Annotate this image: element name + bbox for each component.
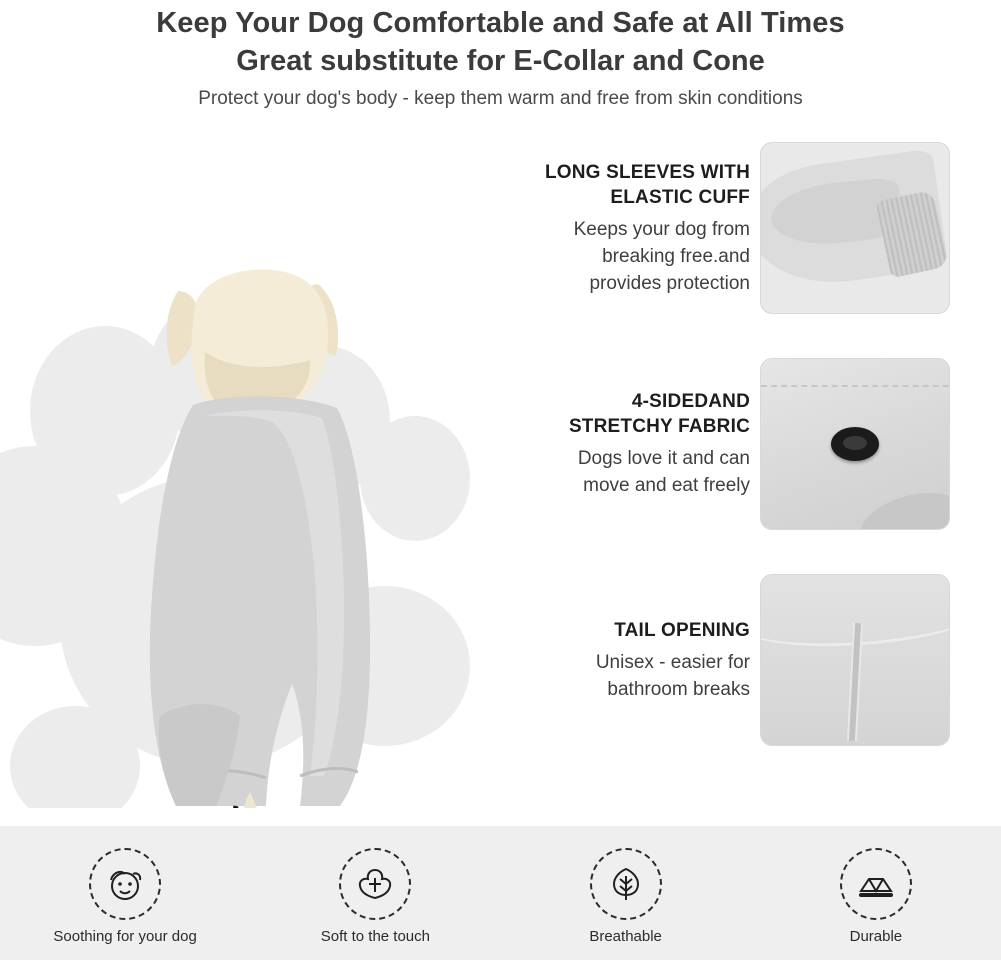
feature-desc-line2: bathroom breaks: [607, 678, 750, 700]
badge-circle: [590, 848, 662, 920]
badge-circle: [89, 848, 161, 920]
badge-label: Soft to the touch: [320, 927, 430, 945]
badge-circle: [840, 848, 912, 920]
headline-secondary: Great substitute for E-Collar and Cone: [236, 45, 765, 77]
diamond-durable-icon: [853, 861, 899, 907]
snap-button-icon: [831, 427, 879, 461]
feature-title: [470, 160, 750, 210]
stitch-seam: [761, 385, 949, 387]
feature-desc-line1: Dogs love it and can: [577, 448, 750, 469]
badge-soft: [250, 826, 500, 960]
badge-label: Breathable: [589, 927, 662, 945]
headline-subtitle: Protect your dog's body - keep them warm and free from skin conditions: [198, 88, 803, 109]
promo-header: [0, 0, 1001, 116]
product-photo: [0, 116, 470, 808]
badge-durable: [751, 826, 1001, 960]
feature-text: [470, 160, 760, 297]
breathable-airflow-icon: [604, 862, 648, 906]
feature-desc-line2: breaking free.and: [602, 245, 750, 267]
main-content: [0, 116, 1001, 808]
soothing-dog-face-icon: [103, 862, 147, 906]
feature-item-fabric: [470, 344, 1001, 544]
benefit-badge-bar: [0, 826, 1001, 960]
feature-title: [470, 618, 750, 643]
feature-description: [470, 649, 750, 703]
feature-description: [470, 216, 750, 297]
badge-label: Durable: [849, 927, 903, 945]
feature-title-line2: ELASTIC CUFF: [610, 186, 750, 208]
feature-title-line1: LONG SLEEVES WITH: [544, 161, 750, 183]
feature-text: [470, 389, 760, 499]
feature-title-line1: TAIL OPENING: [614, 619, 750, 641]
feature-text: [470, 618, 760, 703]
badge-soothing: [0, 826, 250, 960]
feature-item-sleeves: [470, 128, 1001, 328]
feature-desc-line3: provides protection: [589, 272, 750, 294]
feature-item-tail-opening: [470, 560, 1001, 760]
dog-in-suit-illustration: [0, 116, 470, 808]
feature-desc-line1: Keeps your dog from: [573, 218, 750, 240]
feature-desc-line1: Unisex - easier for: [595, 651, 750, 673]
badge-breathable: [501, 826, 751, 960]
feature-title-line2: STRETCHY FABRIC: [568, 416, 750, 437]
feature-thumbnail-tail-opening: [760, 574, 950, 746]
feature-desc-line2: move and eat freely: [583, 475, 750, 496]
feature-thumbnail-fabric-snap: [760, 358, 950, 530]
badge-label: Soothing for your dog: [53, 927, 197, 945]
feature-title-line1: 4-SIDEDAND: [631, 391, 750, 412]
feature-title: [470, 389, 750, 439]
headline-primary: Keep Your Dog Comfortable and Safe at All Times: [156, 7, 845, 39]
badge-circle: [339, 848, 411, 920]
cotton-flower-icon: [353, 862, 397, 906]
feature-list: [470, 116, 1001, 808]
feature-thumbnail-sleeve-cuff: [760, 142, 950, 314]
feature-description: [470, 445, 750, 499]
